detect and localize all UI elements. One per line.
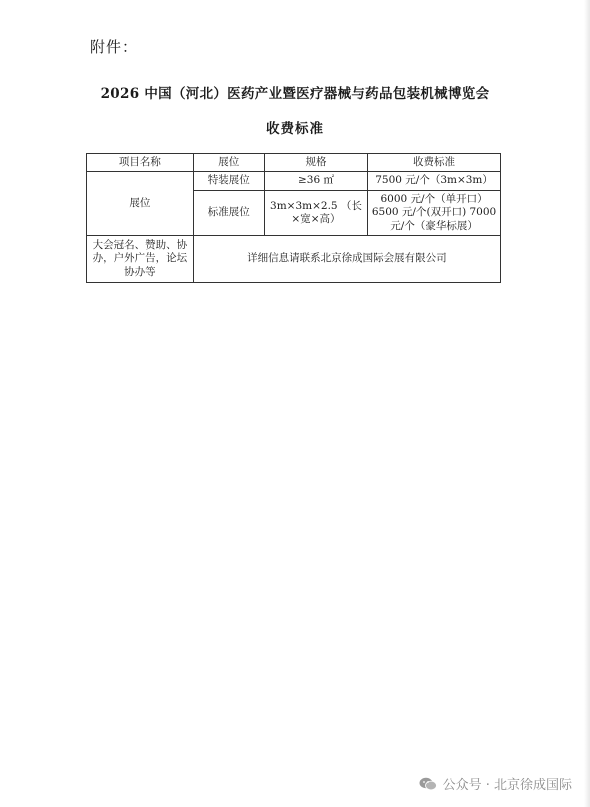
special-booth-fee: 7500 元/个（3m×3m） [368, 172, 501, 191]
standard-fee-line-2: 6500 元/个(双开口) 7000 元/个（豪华标展） [371, 206, 497, 232]
attachment-label: 附件： [90, 38, 139, 56]
table-row [87, 172, 501, 191]
fee-table [86, 153, 501, 283]
watermark-text: 公众号 · 北京徐成国际 [442, 778, 572, 793]
document-subtitle: 收费标准 [266, 121, 324, 137]
standard-booth-fee [368, 191, 501, 236]
special-booth-type: 特装展位 [193, 172, 264, 191]
watermark [419, 774, 572, 793]
special-booth-spec: ≥36 ㎡ [264, 172, 367, 191]
header-spec: 规格 [264, 154, 367, 172]
header-fee: 收费标准 [368, 154, 501, 172]
table-header-row [87, 154, 501, 172]
standard-booth-spec: 3m×3m×2.5 （长×宽×高） [264, 191, 367, 236]
booth-group-label: 展位 [87, 172, 194, 236]
standard-fee-line-1: 6000 元/个（单开口） [380, 193, 488, 206]
standard-booth-type: 标准展位 [193, 191, 264, 236]
table-row [87, 236, 501, 283]
header-booth: 展位 [193, 154, 264, 172]
sponsorship-label: 大会冠名、赞助、协办，户外广告，论坛协办等 [87, 236, 194, 283]
document-title: 2026 中国（河北）医药产业暨医疗器械与药品包装机械博览会 [100, 86, 490, 102]
wechat-official-account-icon [419, 777, 437, 791]
header-item-name: 项目名称 [87, 154, 194, 172]
sponsorship-note: 详细信息请联系北京徐成国际会展有限公司 [193, 236, 500, 283]
